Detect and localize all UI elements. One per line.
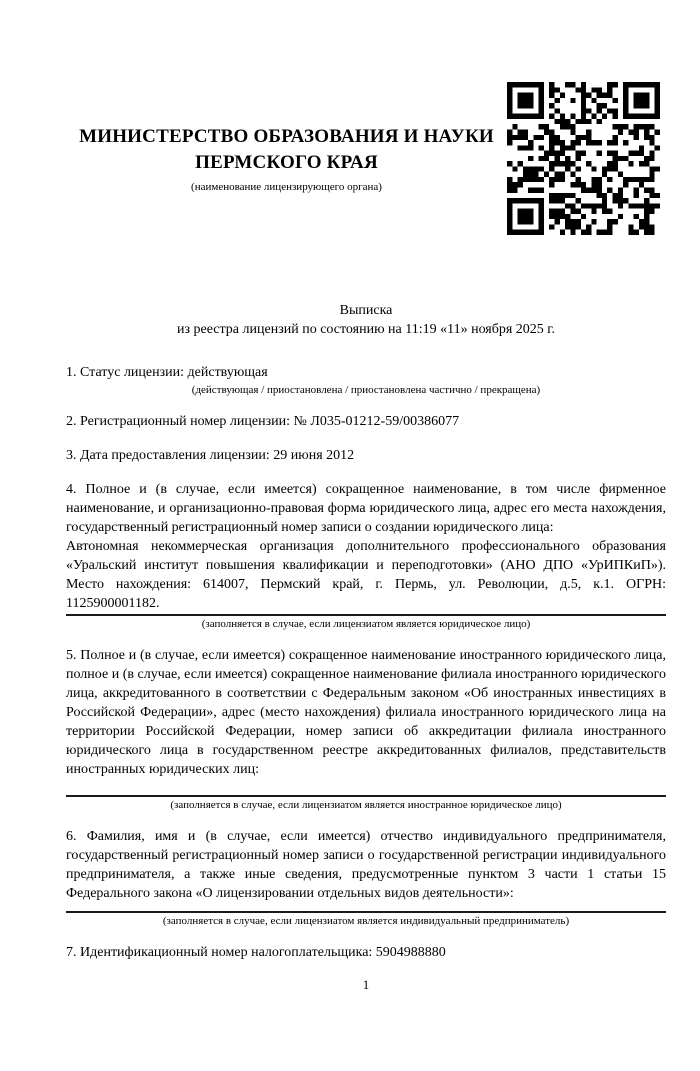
page-number: 1 <box>362 977 370 992</box>
item-registration-number <box>66 412 666 431</box>
document-title <box>66 301 666 339</box>
qr-code-icon <box>507 82 660 235</box>
authority-name-line2: ПЕРМСКОГО КРАЯ <box>195 152 378 173</box>
licensing-authority-block <box>66 124 507 194</box>
registration-number-text: 2. Регистрационный номер лицензии: № Л035-01212-59/00386077 <box>66 414 460 429</box>
individual-entrepreneur-caption: (заполняется в случае, если лицензиатом является индивидуальный предприниматель) <box>162 915 570 927</box>
document-title-line2: из реестра лицензий по состоянию на 11:19 «11» ноября 2025 г. <box>177 322 555 337</box>
taxpayer-number-text: 7. Идентификационный номер налогоплательщика: 5904988880 <box>66 945 446 960</box>
individual-entrepreneur-label: 6. Фамилия, имя и (в случае, если имеется) отчество индивидуального предпринимателя, государственный регистрационный номер записи о государственной регистрации индивидуального предпринимателя, а также иные сведения, предусмотренные пунктом 3 части 1 статьи 15 Федерального закона «О лицензировании отдельных видов деятельности»: <box>66 829 666 901</box>
item-individual-entrepreneur <box>66 827 666 928</box>
foreign-entity-label: 5. Полное и (в случае, если имеется) сокращенное наименование иностранного юридического лица, полное и (в случае, если имеется) сокращенное наименование филиала иностранного юридического лица, аккредитованного в соответствии с Федеральным законом «Об иностранных инвестициях в Российской Федерации», адрес (место нахождения) филиала иностранного юридического лица на территории Российской Федерации, номер записи об аккредитации филиала иностранного юридического лица в государственном реестре аккредитованных филиалов, представительств иностранных юридических лиц: <box>66 648 666 777</box>
foreign-entity-caption: (заполняется в случае, если лицензиатом является иностранное юридическое лицо) <box>170 799 562 811</box>
document-header <box>66 82 666 237</box>
grant-date-text: 3. Дата предоставления лицензии: 29 июня 2012 <box>66 448 355 463</box>
license-extract-document <box>0 82 700 1071</box>
item-license-status <box>66 363 666 397</box>
fill-line <box>66 911 666 913</box>
item-legal-entity <box>66 480 666 631</box>
legal-entity-label: 4. Полное и (в случае, если имеется) сокращенное наименование, в том числе фирменное наименование, и организационно-правовая форма юридического лица, адрес его места нахождения, государственный регистрационный номер записи о создании юридического лица: <box>66 482 666 535</box>
empty-value-space <box>66 779 666 794</box>
empty-value-space <box>66 903 666 910</box>
fill-line <box>66 795 666 797</box>
item-grant-date <box>66 446 666 465</box>
legal-entity-value: Автономная некоммерческая организация дополнительного профессионального образования «Уральский институт повышения квалификации и переподготовки» (АНО ДПО «УрИПКиП»). Место нахождения: 614007, Пермский край, г. Пермь, ул. Революции, д.5, к.1. ОГРН: 1125900001182. <box>66 539 666 611</box>
legal-entity-caption: (заполняется в случае, если лицензиатом является юридическое лицо) <box>201 618 531 630</box>
authority-caption: (наименование лицензирующего органа) <box>191 181 382 193</box>
item-taxpayer-number <box>66 943 666 962</box>
document-title-line1: Выписка <box>339 303 393 318</box>
authority-name-line1: МИНИСТЕРСТВО ОБРАЗОВАНИЯ И НАУКИ <box>79 126 494 147</box>
license-status-options-caption: (действующая / приостановлена / приостановлена частично / прекращена) <box>191 384 541 396</box>
license-status-text: 1. Статус лицензии: действующая <box>66 365 268 380</box>
fill-line <box>66 614 666 616</box>
items-list <box>66 363 666 962</box>
item-foreign-entity <box>66 646 666 812</box>
